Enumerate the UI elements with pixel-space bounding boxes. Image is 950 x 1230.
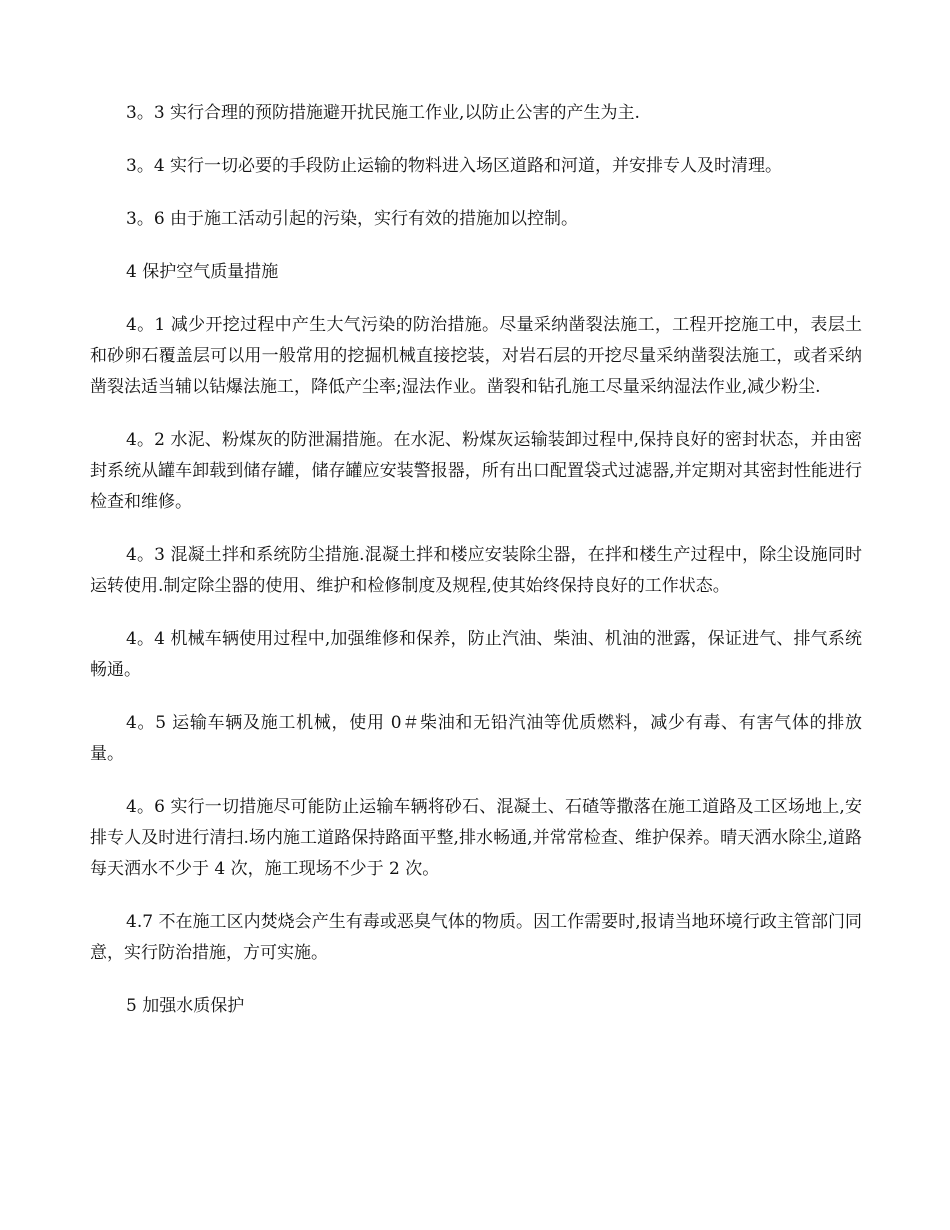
paragraph-4-6: 4。6 实行一切措施尽可能防止运输车辆将砂石、混凝土、石碴等撒落在施工道路及工区场地上,安排专人及时进行清扫.场内施工道路保持路面平整,排水畅通,并常常检查、维护保养。晴天洒水除尘,道路每天洒水不少于 4 次，施工现场不少于 2 次。 bbox=[90, 797, 862, 879]
paragraph-3-6: 3。6 由于施工活动引起的污染，实行有效的措施加以控制。 bbox=[126, 209, 579, 229]
paragraph-4-5: 4。5 运输车辆及施工机械，使用 0＃柴油和无铅汽油等优质燃料，减少有毒、有害气体的排放量。 bbox=[90, 713, 862, 764]
paragraph-4-7: 4.7 不在施工区内焚烧会产生有毒或恶臭气体的物质。因工作需要时,报请当地环境行政主管部门同意，实行防治措施，方可实施。 bbox=[90, 912, 862, 963]
section-heading-4: 4 保护空气质量措施 bbox=[126, 262, 279, 282]
document-body bbox=[90, 98, 862, 1044]
paragraph-4-3: 4。3 混凝土拌和系统防尘措施.混凝土拌和楼应安装除尘器，在拌和楼生产过程中，除尘设施同时运转使用.制定除尘器的使用、维护和检修制度及规程,使其始终保持良好的工作状态。 bbox=[90, 545, 862, 596]
paragraph-4-4: 4。4 机械车辆使用过程中,加强维修和保养，防止汽油、柴油、机油的泄露，保证进气、排气系统畅通。 bbox=[90, 629, 862, 680]
paragraph-3-3: 3。3 实行合理的预防措施避开扰民施工作业,以防止公害的产生为主. bbox=[126, 103, 640, 123]
section-heading-5: 5 加强水质保护 bbox=[126, 996, 245, 1016]
paragraph-4-2: 4。2 水泥、粉煤灰的防泄漏措施。在水泥、粉煤灰运输装卸过程中,保持良好的密封状态，并由密封系统从罐车卸载到储存罐，储存罐应安装警报器，所有出口配置袋式过滤器,并定期对其密封性能进行检查和维修。 bbox=[90, 430, 862, 512]
paragraph-3-4: 3。4 实行一切必要的手段防止运输的物料进入场区道路和河道，并安排专人及时清理。 bbox=[126, 156, 783, 176]
paragraph-4-1: 4。1 减少开挖过程中产生大气污染的防治措施。尽量采纳凿裂法施工，工程开挖施工中，表层土和砂卵石覆盖层可以用一般常用的挖掘机械直接挖装，对岩石层的开挖尽量采纳凿裂法施工，或者采纳凿裂法适当辅以钻爆法施工，降低产尘率;湿法作业。凿裂和钻孔施工尽量采纳湿法作业,减少粉尘. bbox=[90, 315, 862, 397]
